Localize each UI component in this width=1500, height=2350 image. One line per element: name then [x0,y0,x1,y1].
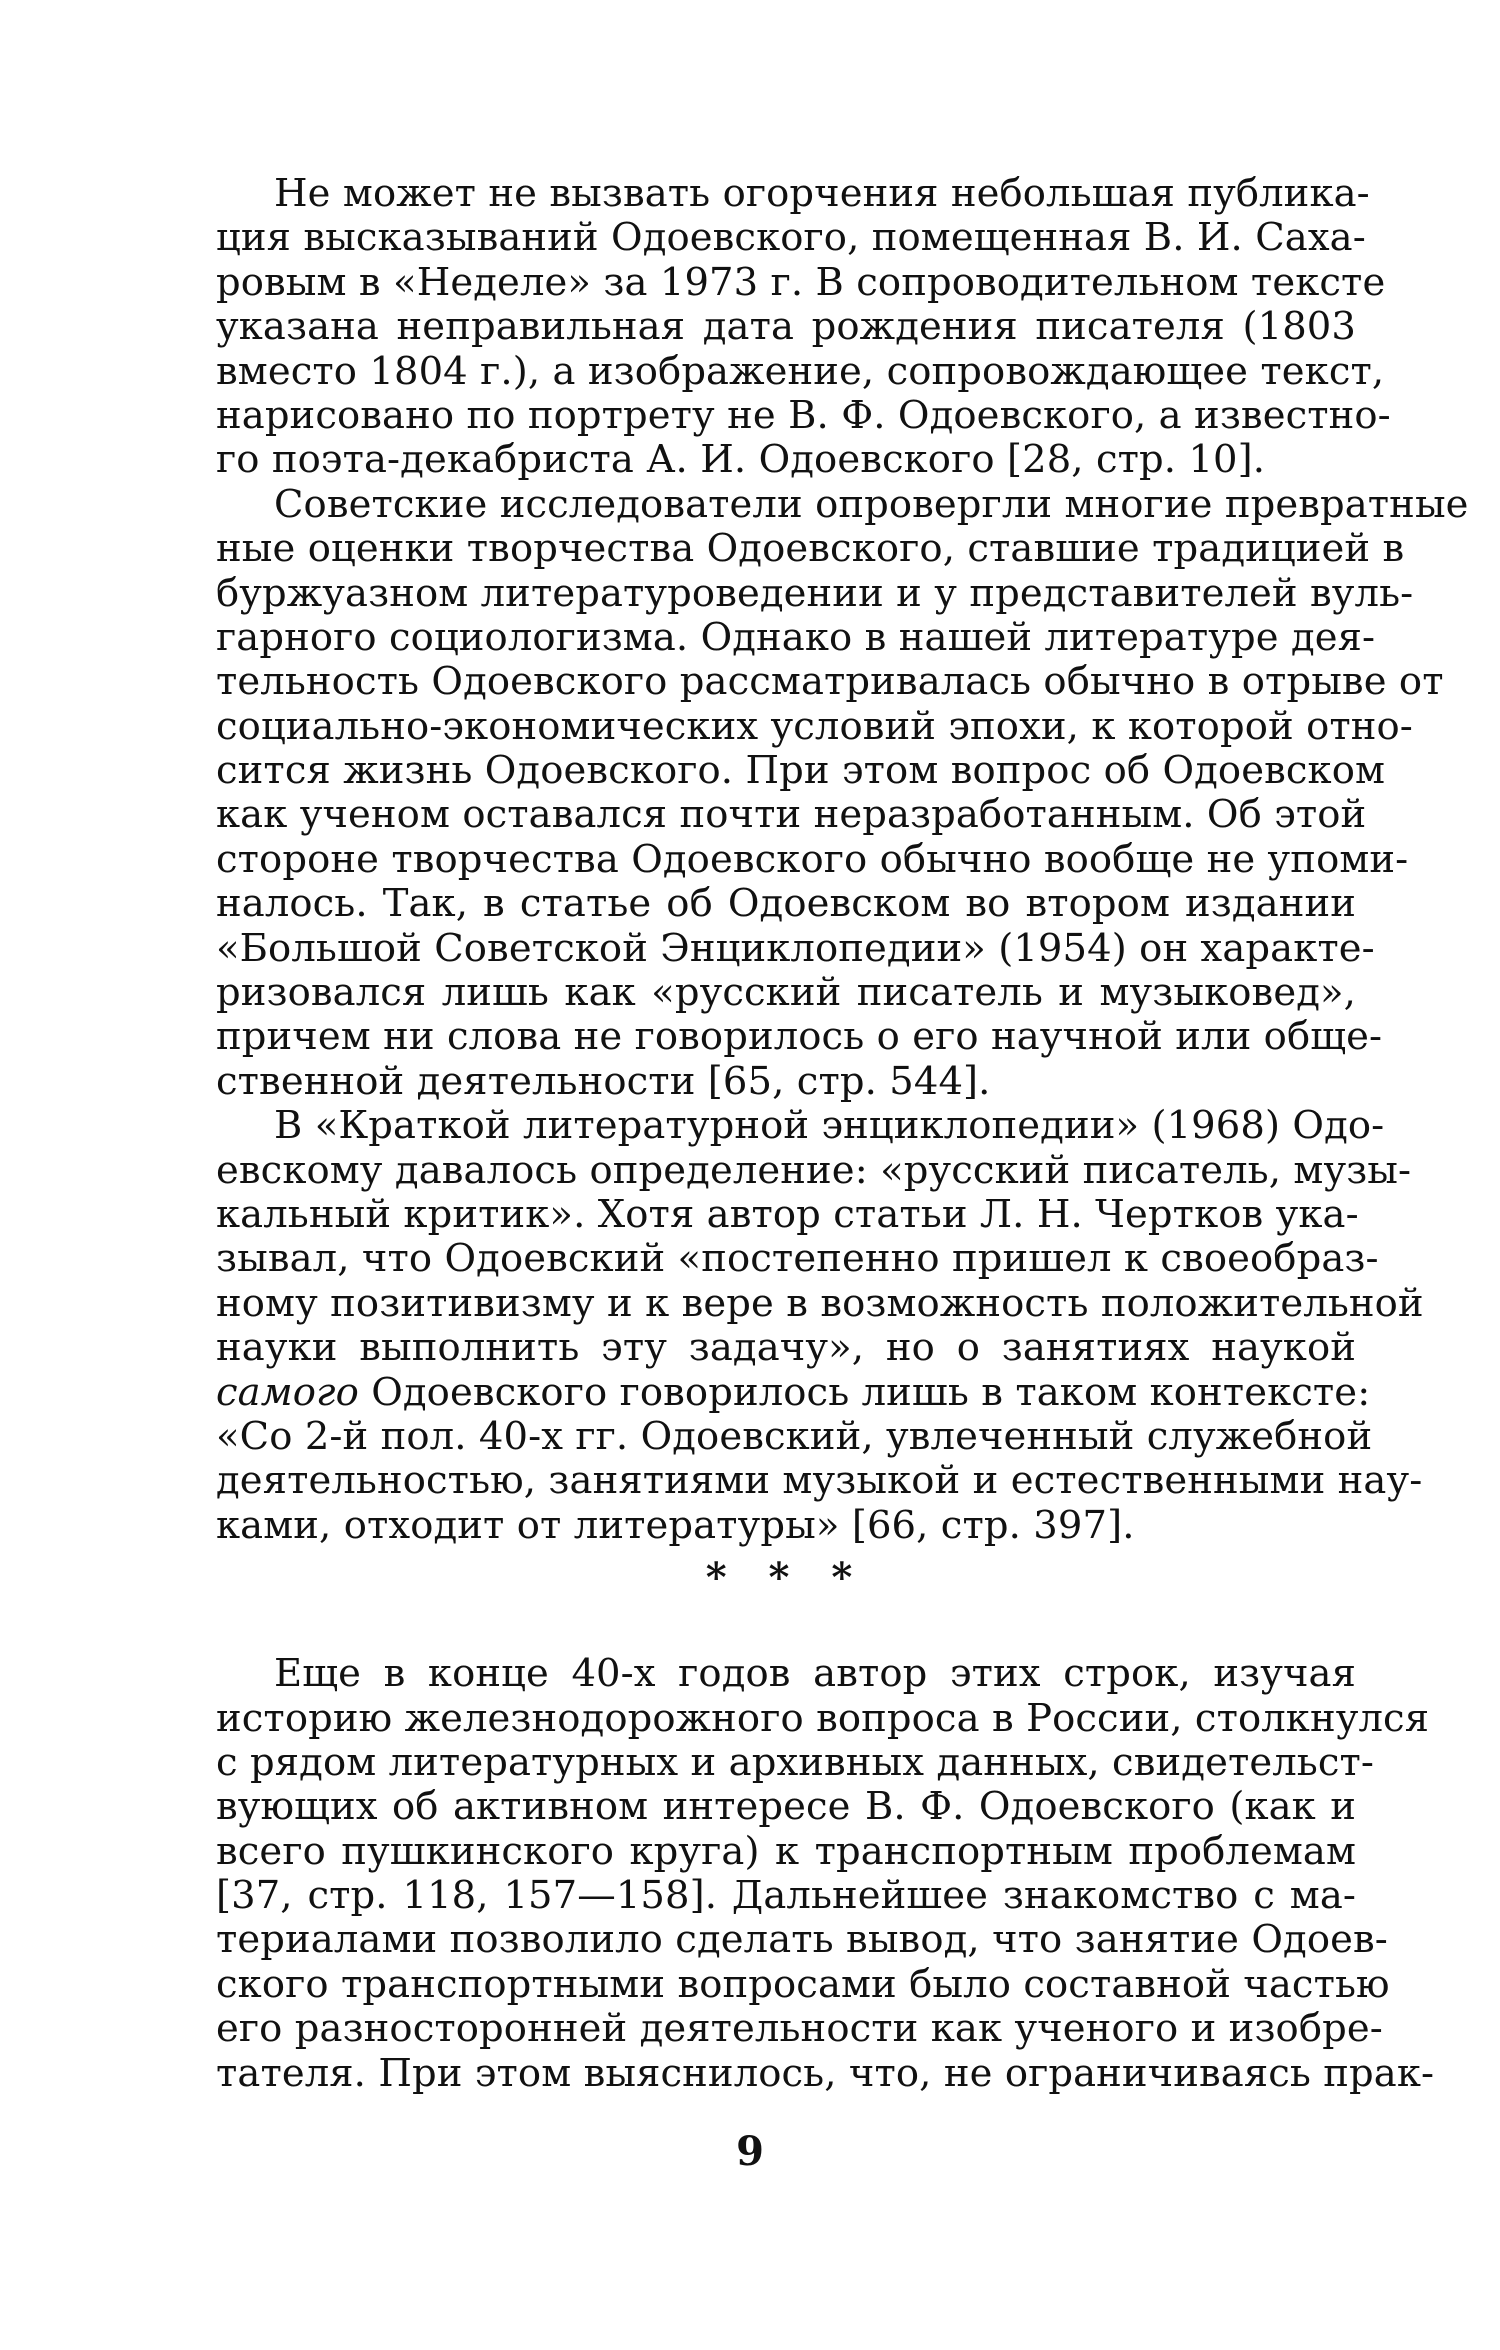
text-line: науки выполнить эту задачу», но о занятиях наукой [216,1325,1356,1371]
text-line: причем ни слова не говорилось о его научной или обще- [216,1014,1383,1060]
page-body [216,171,1469,2096]
text-line: ные оценки творчества Одоевского, ставшие традицией в [216,526,1405,572]
text-line: кальный критик». Хотя автор статьи Л. Н. Чертков ука- [216,1191,1359,1237]
text-line: стороне творчества Одоевского обычно вообще не упоми- [216,836,1409,882]
text-line-with-italic: самого Одоевского говорилось лишь в таком контексте: [216,1369,1371,1415]
text-line: ского транспортными вопросами было составной частью [216,1961,1390,2007]
text-line: как ученом оставался почти неразработанным. Об этой [216,792,1367,838]
page-number: 9 [736,2128,764,2175]
text-line: Советские исследователи опровергли многие превратные [274,481,1469,527]
text-line: социально-экономических условий эпохи, к которой отно- [216,703,1413,749]
text-line: налось. Так, в статье об Одоевском во втором издании [216,881,1356,927]
text-line: историю железнодорожного вопроса в России, столкнулся [216,1695,1430,1741]
text-line: вместо 1804 г.), а изображение, сопровождающее текст, [216,348,1385,394]
paragraph-1 [216,171,1391,483]
text-line: «Со 2-й пол. 40-х гг. Одоевский, увлеченный служебной [216,1413,1373,1459]
text-line: указана неправильная дата рождения писателя (1803 [216,304,1356,350]
text-line: деятельностью, занятиями музыкой и естественными нау- [216,1458,1423,1504]
text-line: его разносторонней деятельности как ученого и изобре- [216,2006,1383,2052]
text-line: тателя. При этом выяснилось, что, не ограничиваясь прак- [216,2050,1435,2096]
text-line: евскому давалось определение: «русский писатель, музы- [216,1147,1412,1193]
paragraph-3 [216,1103,1424,1548]
text-line: вующих об активном интересе В. Ф. Одоевского (как и [216,1784,1356,1830]
text-line: ному позитивизму и к вере в возможность положительной [216,1280,1424,1326]
text-line: териалами позволило сделать вывод, что занятие Одоев- [216,1917,1388,1963]
text-line: зывал, что Одоевский «постепенно пришел к своеобраз- [216,1236,1379,1282]
text-line: ственной деятельности [65, стр. 544]. [216,1058,991,1104]
text-line: Еще в конце 40-х годов автор этих строк, изучая [274,1651,1356,1697]
text-line: ция высказываний Одоевского, помещенная В. И. Саха- [216,215,1366,261]
text-line: гарного социологизма. Однако в нашей литературе дея- [216,614,1376,660]
text-line: буржуазном литературоведении и у представителей вуль- [216,570,1414,616]
paragraph-2 [216,481,1469,1104]
text-line: ризовался лишь как «русский писатель и музыковед», [216,970,1356,1016]
text-line: «Большой Советской Энциклопедии» (1954) он характе- [216,925,1375,971]
text-line: [37, стр. 118, 157—158]. Дальнейшее знакомство с ма- [216,1873,1356,1919]
text-line: нарисовано по портрету не В. Ф. Одоевского, а известно- [216,392,1391,438]
text-line: В «Краткой литературной энциклопедии» (1968) Одо- [274,1103,1385,1149]
text-line: сится жизнь Одоевского. При этом вопрос об Одоевском [216,748,1386,794]
text-line: ками, отходит от литературы» [66, стр. 397]. [216,1502,1135,1548]
text-line: го поэта-декабриста А. И. Одоевского [28, стр. 10]. [216,437,1266,483]
text-line: Не может не вызвать огорчения небольшая публика- [274,171,1370,216]
section-divider: * * * [705,1554,867,1602]
italic-word: самого [216,1369,359,1415]
text-line: с рядом литературных и архивных данных, свидетельст- [216,1739,1375,1785]
text-line: тельность Одоевского рассматривалась обычно в отрыве от [216,659,1444,705]
paragraph-4 [216,1651,1435,2096]
text-line: ровым в «Неделе» за 1973 г. В сопроводительном тексте [216,259,1386,305]
text-line: всего пушкинского круга) к транспортным проблемам [216,1828,1356,1874]
